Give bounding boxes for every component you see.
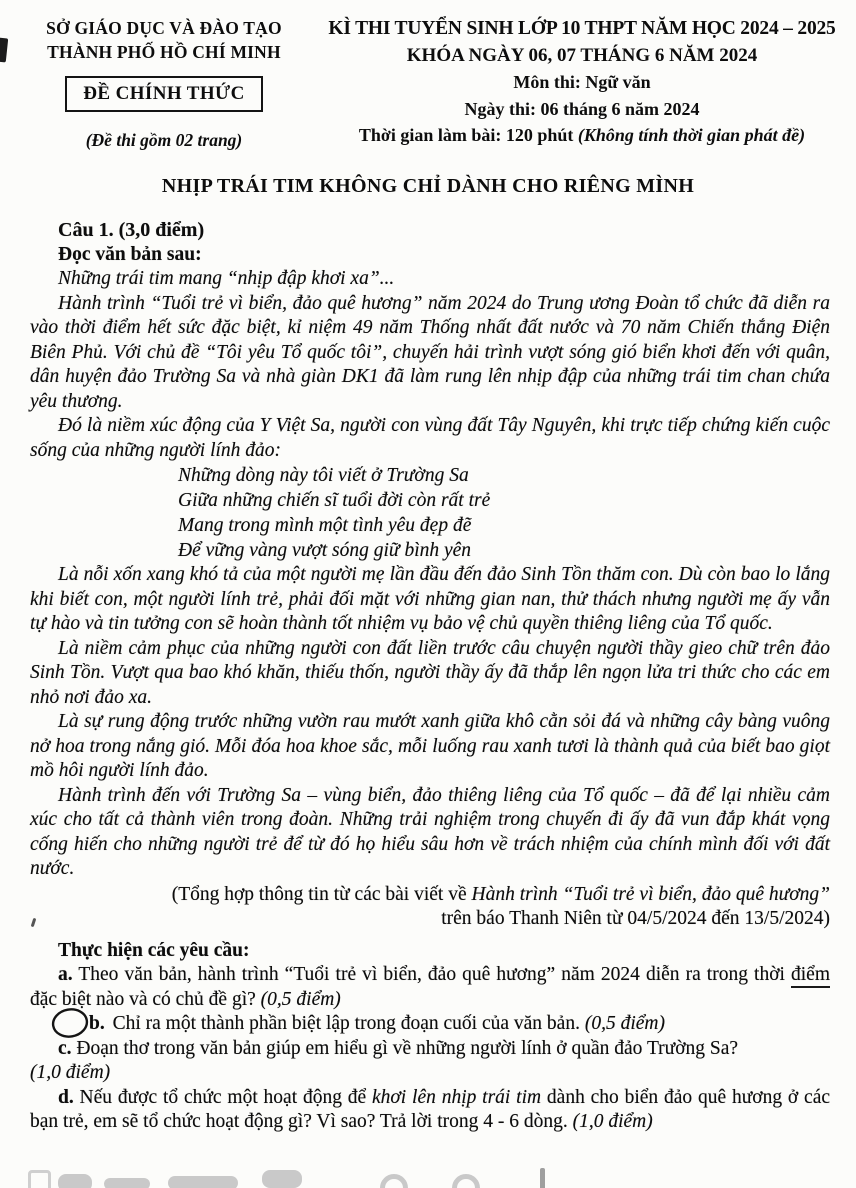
- cutoff-glyph: [104, 1178, 150, 1188]
- passage-paragraph: Hành trình “Tuổi trẻ vì biển, đảo quê hương” năm 2024 do Trung ương Đoàn tổ chức đã diễn ra vào thời điểm hết sức đặc biệt, kỉ niệm 49 năm Thống nhất đất nước và 70 năm Chiến thắng Điện Biên Phủ. Với chủ đề “Tôi yêu Tổ quốc tôi”, chuyến hải trình vượt sóng gió biển khơi đến với quân, dân huyện đảo Trường Sa và nhà giàn DK1 đã làm rung lên nhịp đập của những trái tim chan chứa yêu thương.: [30, 292, 830, 412]
- source-intro: (Tổng hợp thông tin từ các bài viết về: [171, 883, 472, 905]
- pages-note: (Đề thi gồm 02 trang): [85, 130, 243, 150]
- official-exam-box: ĐỀ CHÍNH THỨC: [65, 76, 262, 112]
- question-1-heading: Câu 1. (3,0 điểm): [58, 219, 205, 241]
- cutoff-glyph: [58, 1174, 92, 1188]
- task-a-pen-underline: điểm: [791, 964, 830, 988]
- cut-off-next-line-artifact: [0, 1168, 856, 1188]
- task-d-score: (1,0 điểm): [572, 1111, 653, 1132]
- exam-session: KHÓA NGÀY 06, 07 THÁNG 6 NĂM 2024: [406, 45, 758, 66]
- read-instruction: Đọc văn bản sau:: [58, 243, 202, 265]
- poem-line: Những dòng này tôi viết ở Trường Sa: [178, 465, 469, 486]
- reading-passage-title: NHỊP TRÁI TIM KHÔNG CHỈ DÀNH CHO RIÊNG MÌNH: [161, 175, 695, 197]
- task-c-label: c.: [58, 1037, 72, 1059]
- task-a-text-2: đặc biệt nào và có chủ đề gì?: [30, 988, 261, 1010]
- tasks-heading: Thực hiện các yêu cầu:: [58, 939, 250, 961]
- exam-duration: [318, 122, 846, 149]
- task-b-label: b.: [89, 1013, 105, 1034]
- task-d: [30, 1086, 830, 1135]
- passage-paragraph: Là niềm cảm phục của những người con đất liền trước câu chuyện người thầy gieo chữ trên đảo Sinh Tồn. Vượt qua bao khó khăn, thiếu thốn, người thầy ấy đã thắp lên ngọn lửa tri thức cho các em nhỏ nơi đảo xa.: [30, 637, 830, 708]
- department-line1: SỞ GIÁO DỤC VÀ ĐÀO TẠO: [46, 18, 282, 38]
- passage-paragraph: Là sự rung động trước những vườn rau mướt xanh giữa khô cằn sỏi đá và những cây bàng vuông nở hoa trong nắng gió. Mỗi đóa hoa khoe sắc, mỗi luống rau xanh tươi là thành quả của biết bao giọt mồ hôi người lính đảo.: [30, 711, 830, 781]
- poem-block: [30, 463, 830, 563]
- task-b: [30, 1012, 830, 1037]
- cutoff-glyph: [262, 1170, 302, 1188]
- source-journey-name: Hành trình “Tuổi trẻ vì biển, đảo quê hương”: [471, 883, 830, 905]
- task-d-label: d.: [58, 1086, 74, 1108]
- cutoff-glyph: [452, 1174, 480, 1188]
- exam-subject: Môn thi: Ngữ văn: [513, 72, 651, 92]
- exam-duration-text: Thời gian làm bài: 120 phút: [358, 125, 578, 145]
- task-a-text: Theo văn bản, hành trình “Tuổi trẻ vì biển, đảo quê hương” năm 2024 diễn ra trong thời: [72, 964, 791, 985]
- pen-circle-icon: [49, 1006, 91, 1041]
- header-left-department: [14, 16, 314, 151]
- department-line2: THÀNH PHỐ HỒ CHÍ MINH: [47, 42, 281, 62]
- passage-paragraph: Là nỗi xốn xang khó tả của một người mẹ lần đầu đến đảo Sinh Tồn thăm con. Dù còn bao lo lắng khi biết con, một người lính trẻ, phải đối mặt với những gian nan, thử thách nhưng người mẹ ấy vẫn tự hào và tin tưởng con sẽ hoàn thành tốt nhiệm vụ bảo vệ chủ quyền thiêng liêng của Tổ quốc.: [30, 564, 830, 634]
- exam-date: Ngày thi: 06 tháng 6 năm 2024: [464, 98, 700, 119]
- cutoff-glyph: [540, 1168, 545, 1188]
- poem-line: Mang trong mình một tình yêu đẹp đẽ: [178, 515, 472, 536]
- passage-source: [30, 883, 830, 932]
- task-d-text-2: dành cho biển đảo quê hương ở các bạn trẻ, em sẽ tổ chức hoạt động gì? Vì sao? Trả lời trong 4 - 6 dòng.: [30, 1086, 830, 1132]
- task-a-score: (0,5 điểm): [260, 988, 341, 1010]
- header-right-exam-info: [314, 16, 846, 151]
- passage-paragraph: Hành trình đến với Trường Sa – vùng biển, đảo thiêng liêng của Tổ quốc – đã để lại nhiều cảm xúc cho tất cả thành viên trong đoàn. Những trải nghiệm trong chuyến đi ấy đã vun đắp khát vọng cống hiến cho những người trẻ để từ đó họ hiểu sâu hơn về trách nhiệm của chính mình đối với đất nước.: [30, 784, 830, 879]
- task-c-text: Đoạn thơ trong văn bản giúp em hiểu gì về những người lính ở quần đảo Trường Sa?: [71, 1037, 739, 1059]
- poem-line: Để vững vàng vượt sóng giữ bình yên: [178, 540, 472, 561]
- task-b-score: (0,5 điểm): [584, 1013, 665, 1034]
- cutoff-glyph: [380, 1174, 408, 1188]
- passage-opening-line: Những trái tim mang “nhịp đập khơi xa”...: [58, 268, 395, 289]
- task-a-label: a.: [58, 964, 73, 985]
- exam-name: KÌ THI TUYỂN SINH LỚP 10 THPT NĂM HỌC 2024 – 2025: [328, 18, 836, 39]
- task-b-circled-label: [58, 1012, 108, 1037]
- cutoff-glyph: [28, 1170, 51, 1188]
- task-d-text: Nếu được tổ chức một hoạt động để: [73, 1086, 372, 1108]
- passage-paragraph: Đó là niềm xúc động của Y Việt Sa, người con vùng đất Tây Nguyên, khi trực tiếp chứng kiến cuộc sống của những người lính đảo:: [30, 415, 830, 461]
- exam-duration-note: (Không tính thời gian phát đề): [577, 125, 806, 145]
- poem-line: Giữa những chiến sĩ tuổi đời còn rất trẻ: [178, 490, 491, 511]
- task-d-italic-phrase: khơi lên nhịp trái tim: [372, 1086, 542, 1108]
- task-c-score: (1,0 điểm): [30, 1062, 111, 1083]
- exam-header: [0, 0, 856, 151]
- task-a: [30, 963, 830, 1012]
- source-newspaper: trên báo Thanh Niên từ 04/5/2024 đến 13/5/2024): [441, 908, 830, 929]
- task-b-text: Chỉ ra một thành phần biệt lập trong đoạn cuối của văn bản.: [107, 1013, 585, 1034]
- cutoff-glyph: [168, 1176, 238, 1188]
- exam-body: [0, 218, 856, 1135]
- task-c: [30, 1037, 830, 1086]
